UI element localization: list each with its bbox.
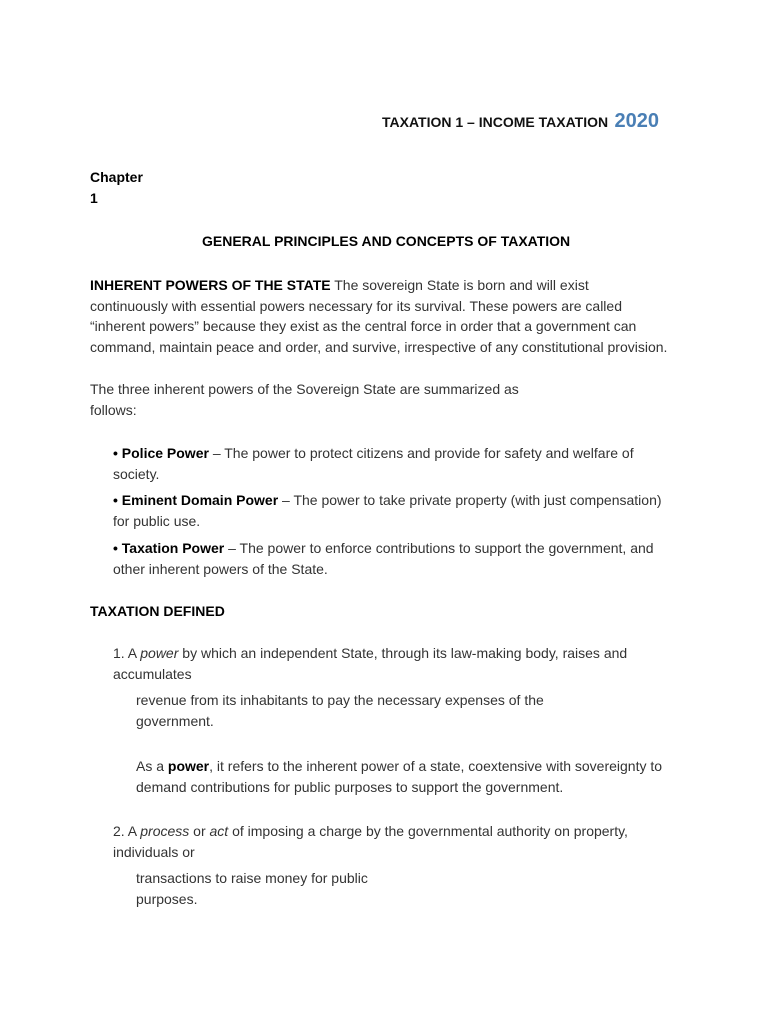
inherent-powers-paragraph: [90, 275, 730, 357]
summary-line-2: follows:: [90, 401, 137, 418]
police-power-text: – The power to protect citizens and provide for safety and welfare of: [208, 445, 634, 461]
item1-line-1: by which an independent State, through its law-making body, raises and: [178, 645, 628, 661]
summary-line-1: The three inherent powers of the Sovereign State are summarized as: [90, 381, 519, 397]
document-title: TAXATION 1 – INCOME TAXATION: [382, 114, 609, 130]
as-power-bold: power: [167, 758, 210, 774]
definition-item-1-continued: [136, 690, 736, 731]
section-title: GENERAL PRINCIPLES AND CONCEPTS OF TAXATION: [202, 233, 571, 249]
eminent-domain-text: – The power to take private property (with just compensation): [278, 492, 662, 508]
as-power-rest: , it refers to the inherent power of a state, coextensive with sovereignty to: [209, 758, 663, 774]
chapter-word: Chapter: [90, 169, 143, 185]
as-power-line-2: demand contributions for public purposes to support the government.: [136, 778, 564, 795]
taxation-power-text: – The power to enforce contributions to support the government, and: [224, 540, 654, 556]
item2-prefix: 2. A: [113, 823, 141, 839]
item2-emphasis-process: process: [140, 823, 190, 839]
item2-line-4: purposes.: [136, 890, 198, 907]
inherent-line-4: command, maintain peace and order, and survive, irrespective of any constitutional provision.: [90, 338, 668, 355]
eminent-domain-label: • Eminent Domain Power: [113, 492, 279, 508]
document-year: 2020: [614, 110, 660, 132]
definition-item-1: [113, 643, 733, 684]
item1-line-3: revenue from its inhabitants to pay the necessary expenses of the: [136, 692, 544, 708]
inherent-lead: INHERENT POWERS OF THE STATE: [90, 277, 331, 293]
item1-prefix: 1. A: [113, 645, 141, 661]
item1-emphasis: power: [140, 645, 179, 661]
document-header: [382, 110, 659, 133]
taxation-power-text-2: other inherent powers of the State.: [113, 560, 328, 577]
inherent-line-1: [90, 275, 730, 296]
definition-item-2: [113, 821, 733, 862]
item2-line-2: individuals or: [113, 843, 195, 860]
taxation-power-label: • Taxation Power: [113, 540, 225, 556]
chapter-number: 1: [90, 189, 98, 206]
police-power-label: • Police Power: [113, 445, 209, 461]
chapter-label: [90, 167, 143, 208]
item2-emphasis-act: act: [209, 823, 229, 839]
powers-list-item: [113, 490, 733, 531]
as-a-text: As a: [136, 758, 168, 774]
item1-line-4: government.: [136, 712, 214, 729]
powers-list-item: [113, 538, 733, 579]
definition-item-1-power: [136, 756, 736, 797]
definition-item-2-continued: [136, 868, 736, 909]
taxation-defined-heading: TAXATION DEFINED: [90, 603, 225, 619]
inherent-line-1-text: The sovereign State is born and will exist: [330, 277, 589, 293]
summary-paragraph: [90, 379, 519, 420]
item2-or: or: [189, 823, 210, 839]
eminent-domain-text-2: for public use.: [113, 512, 201, 529]
item2-line-3: transactions to raise money for public: [136, 870, 368, 886]
item2-line-1: of imposing a charge by the governmental authority on property,: [228, 823, 628, 839]
police-power-text-2: society.: [113, 465, 160, 482]
item1-line-2: accumulates: [113, 665, 192, 682]
inherent-line-3: “inherent powers” because they exist as the central force in order that a government can: [90, 318, 637, 334]
inherent-line-2: continuously with essential powers necessary for its survival. These powers are called: [90, 297, 622, 314]
powers-list-item: [113, 443, 733, 484]
